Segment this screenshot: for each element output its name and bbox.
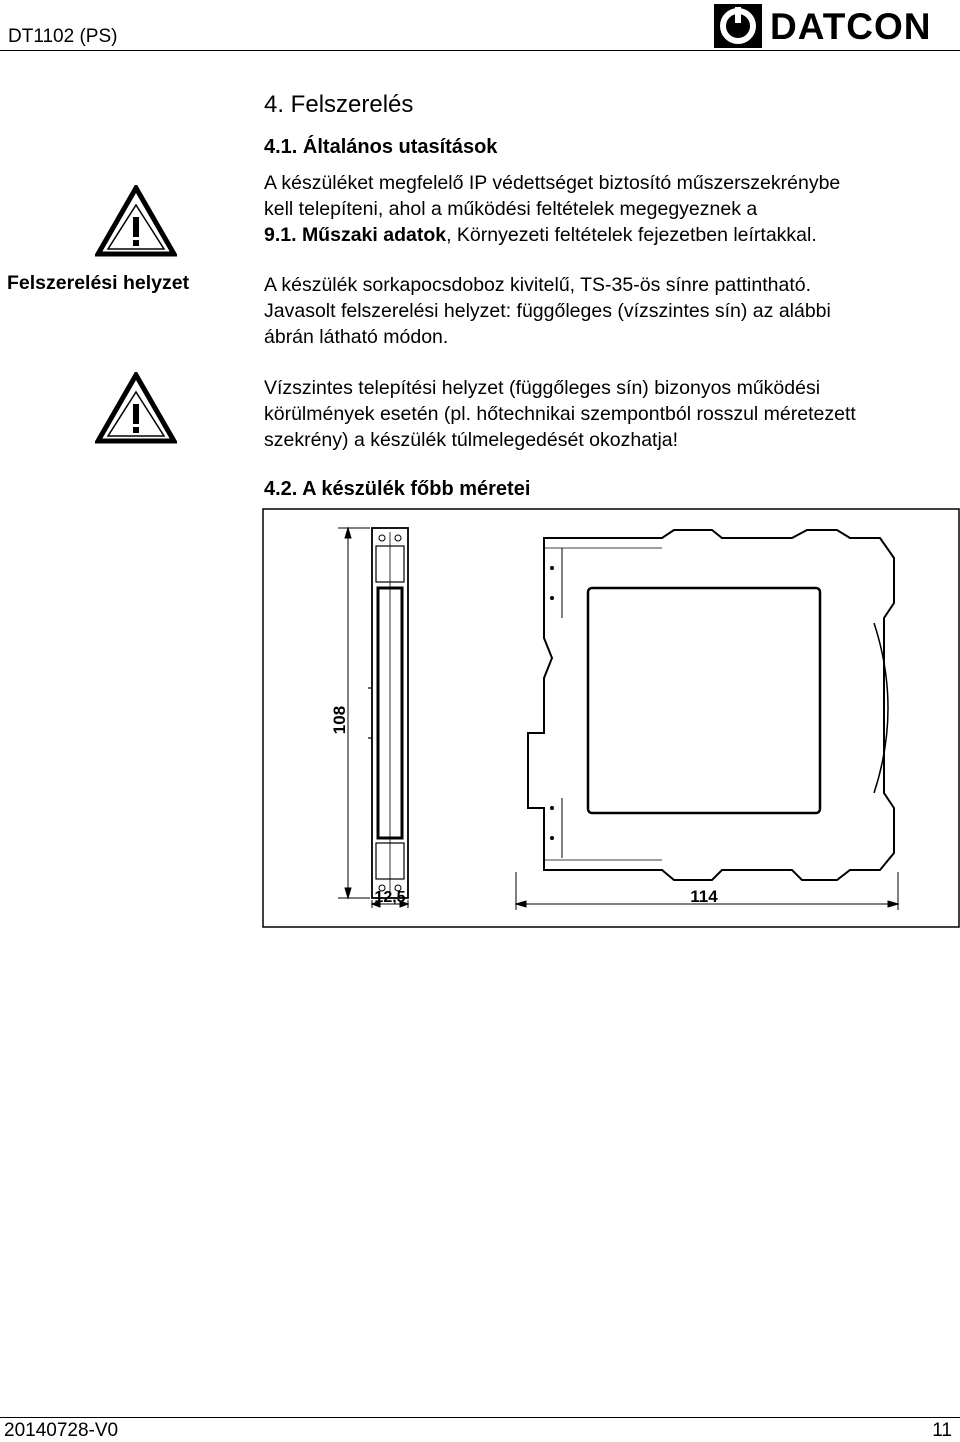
dim-side-width-label: 12,5 xyxy=(374,889,406,906)
dim-height-label: 108 xyxy=(330,705,349,735)
general-line-1: A készüléket megfelelő IP védettséget biztosító műszerszekrénybe xyxy=(264,172,841,194)
warning-triangle-icon xyxy=(95,185,177,257)
mounting-paragraph xyxy=(264,272,954,350)
warning-line-2: körülmények esetén (pl. hőtechnikai szempontból rosszul méretezett xyxy=(264,403,856,425)
page-number: 11 xyxy=(932,1420,952,1441)
dim-front-width-label: 114 xyxy=(690,887,718,906)
general-line-3-rest: , Környezeti feltételek fejezetben leírtakkal. xyxy=(446,224,817,246)
footer-version: 20140728-V0 xyxy=(4,1420,119,1441)
warning-line-3: szekrény) a készülék túlmelegedését okozhatja! xyxy=(264,429,679,451)
tech-data-ref: 9.1. Műszaki adatok xyxy=(264,224,447,246)
dimension-drawing xyxy=(262,508,960,928)
datcon-logo xyxy=(714,4,954,48)
warning-paragraph xyxy=(264,375,954,453)
document-id: DT1102 (PS) xyxy=(8,26,118,47)
mounting-position-label: Felszerelési helyzet xyxy=(7,272,190,294)
header-rule xyxy=(0,50,960,51)
side-view xyxy=(368,528,408,898)
general-paragraph xyxy=(264,170,954,248)
mounting-line-3: ábrán látható módon. xyxy=(264,326,449,348)
mounting-line-1: A készülék sorkapocsdoboz kivitelű, TS-35-ös sínre pattintható. xyxy=(264,274,812,296)
subsection-title-dimensions: 4.2. A készülék főbb méretei xyxy=(264,478,531,500)
general-line-2: kell telepíteni, ahol a működési feltételek megegyeznek a xyxy=(264,198,758,220)
front-view xyxy=(528,530,894,880)
section-title: 4. Felszerelés xyxy=(264,91,414,118)
logo-text: DATCON xyxy=(770,6,932,47)
subsection-title-general: 4.1. Általános utasítások xyxy=(264,136,498,158)
warning-triangle-icon xyxy=(95,372,177,444)
front-dots xyxy=(550,566,554,840)
warning-line-1: Vízszintes telepítési helyzet (függőleges sín) bizonyos működési xyxy=(264,377,821,399)
footer-rule xyxy=(0,1417,960,1418)
general-line-3 xyxy=(264,222,954,248)
logo-mark xyxy=(714,4,762,48)
mounting-line-2: Javasolt felszerelési helyzet: függőleges (vízszintes sín) az alábbi xyxy=(264,300,831,322)
